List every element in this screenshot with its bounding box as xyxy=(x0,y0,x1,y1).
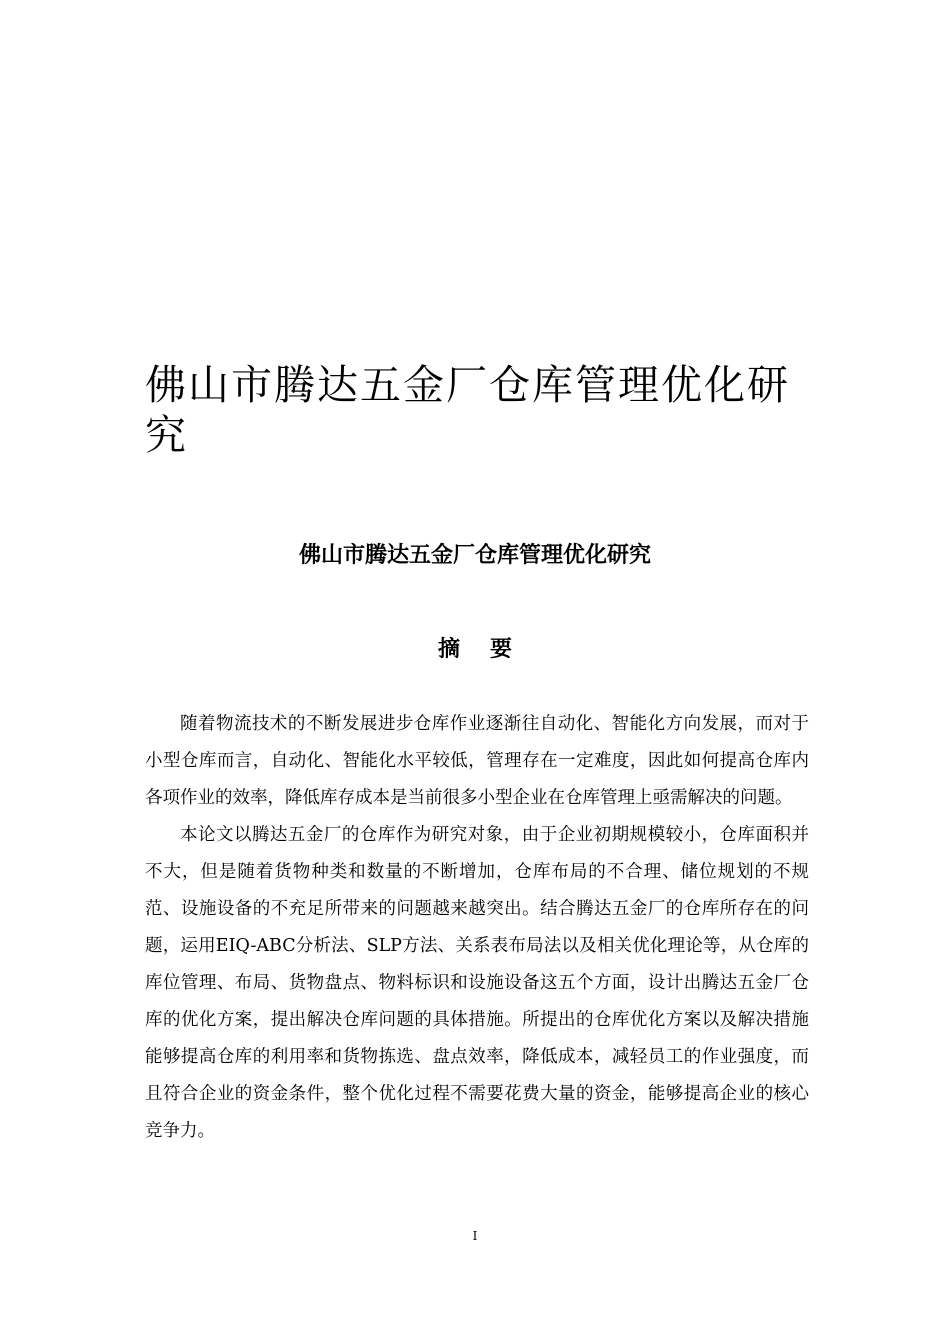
document-sub-title: 佛山市腾达五金厂仓库管理优化研究 xyxy=(298,543,651,568)
document-main-title: 佛山市腾达五金厂仓库管理优化研究 xyxy=(145,361,790,459)
abstract-paragraph-1: 随着物流技术的不断发展进步仓库作业逐渐往自动化、智能化方向发展，而对于小型仓库而言，自动化、智能化水平较低，管理存在一定难度，因此如何提高仓库内各项作业的效率，降低库存成本是当前很多小型企业在仓库管理上亟需解决的问题。 xyxy=(145,714,809,808)
abstract-heading: 摘要 xyxy=(437,637,542,662)
abstract-body xyxy=(145,706,809,1150)
abstract-paragraph-2: 本论文以腾达五金厂的仓库作为研究对象，由于企业初期规模较小，仓库面积并不大，但是随着货物种类和数量的不断增加，仓库布局的不合理、储位规划的不规范、设施设备的不充足所带来的问题越来越突出。结合腾达五金厂的仓库所存在的问题，运用EIQ-ABC分析法、SLP方法、关系表布局法以及相关优化理论等，从仓库的库位管理、布局、货物盘点、物料标识和设施设备这五个方面，设计出腾达五金厂仓库的优化方案，提出解决仓库问题的具体措施。所提出的仓库优化方案以及解决措施能够提高仓库的利用率和货物拣选、盘点效率，降低成本，减轻员工的作业强度，而且符合企业的资金条件，整个优化过程不需要花费大量的资金，能够提高企业的核心竞争力。 xyxy=(145,825,809,1141)
page-number: I xyxy=(472,1229,478,1243)
